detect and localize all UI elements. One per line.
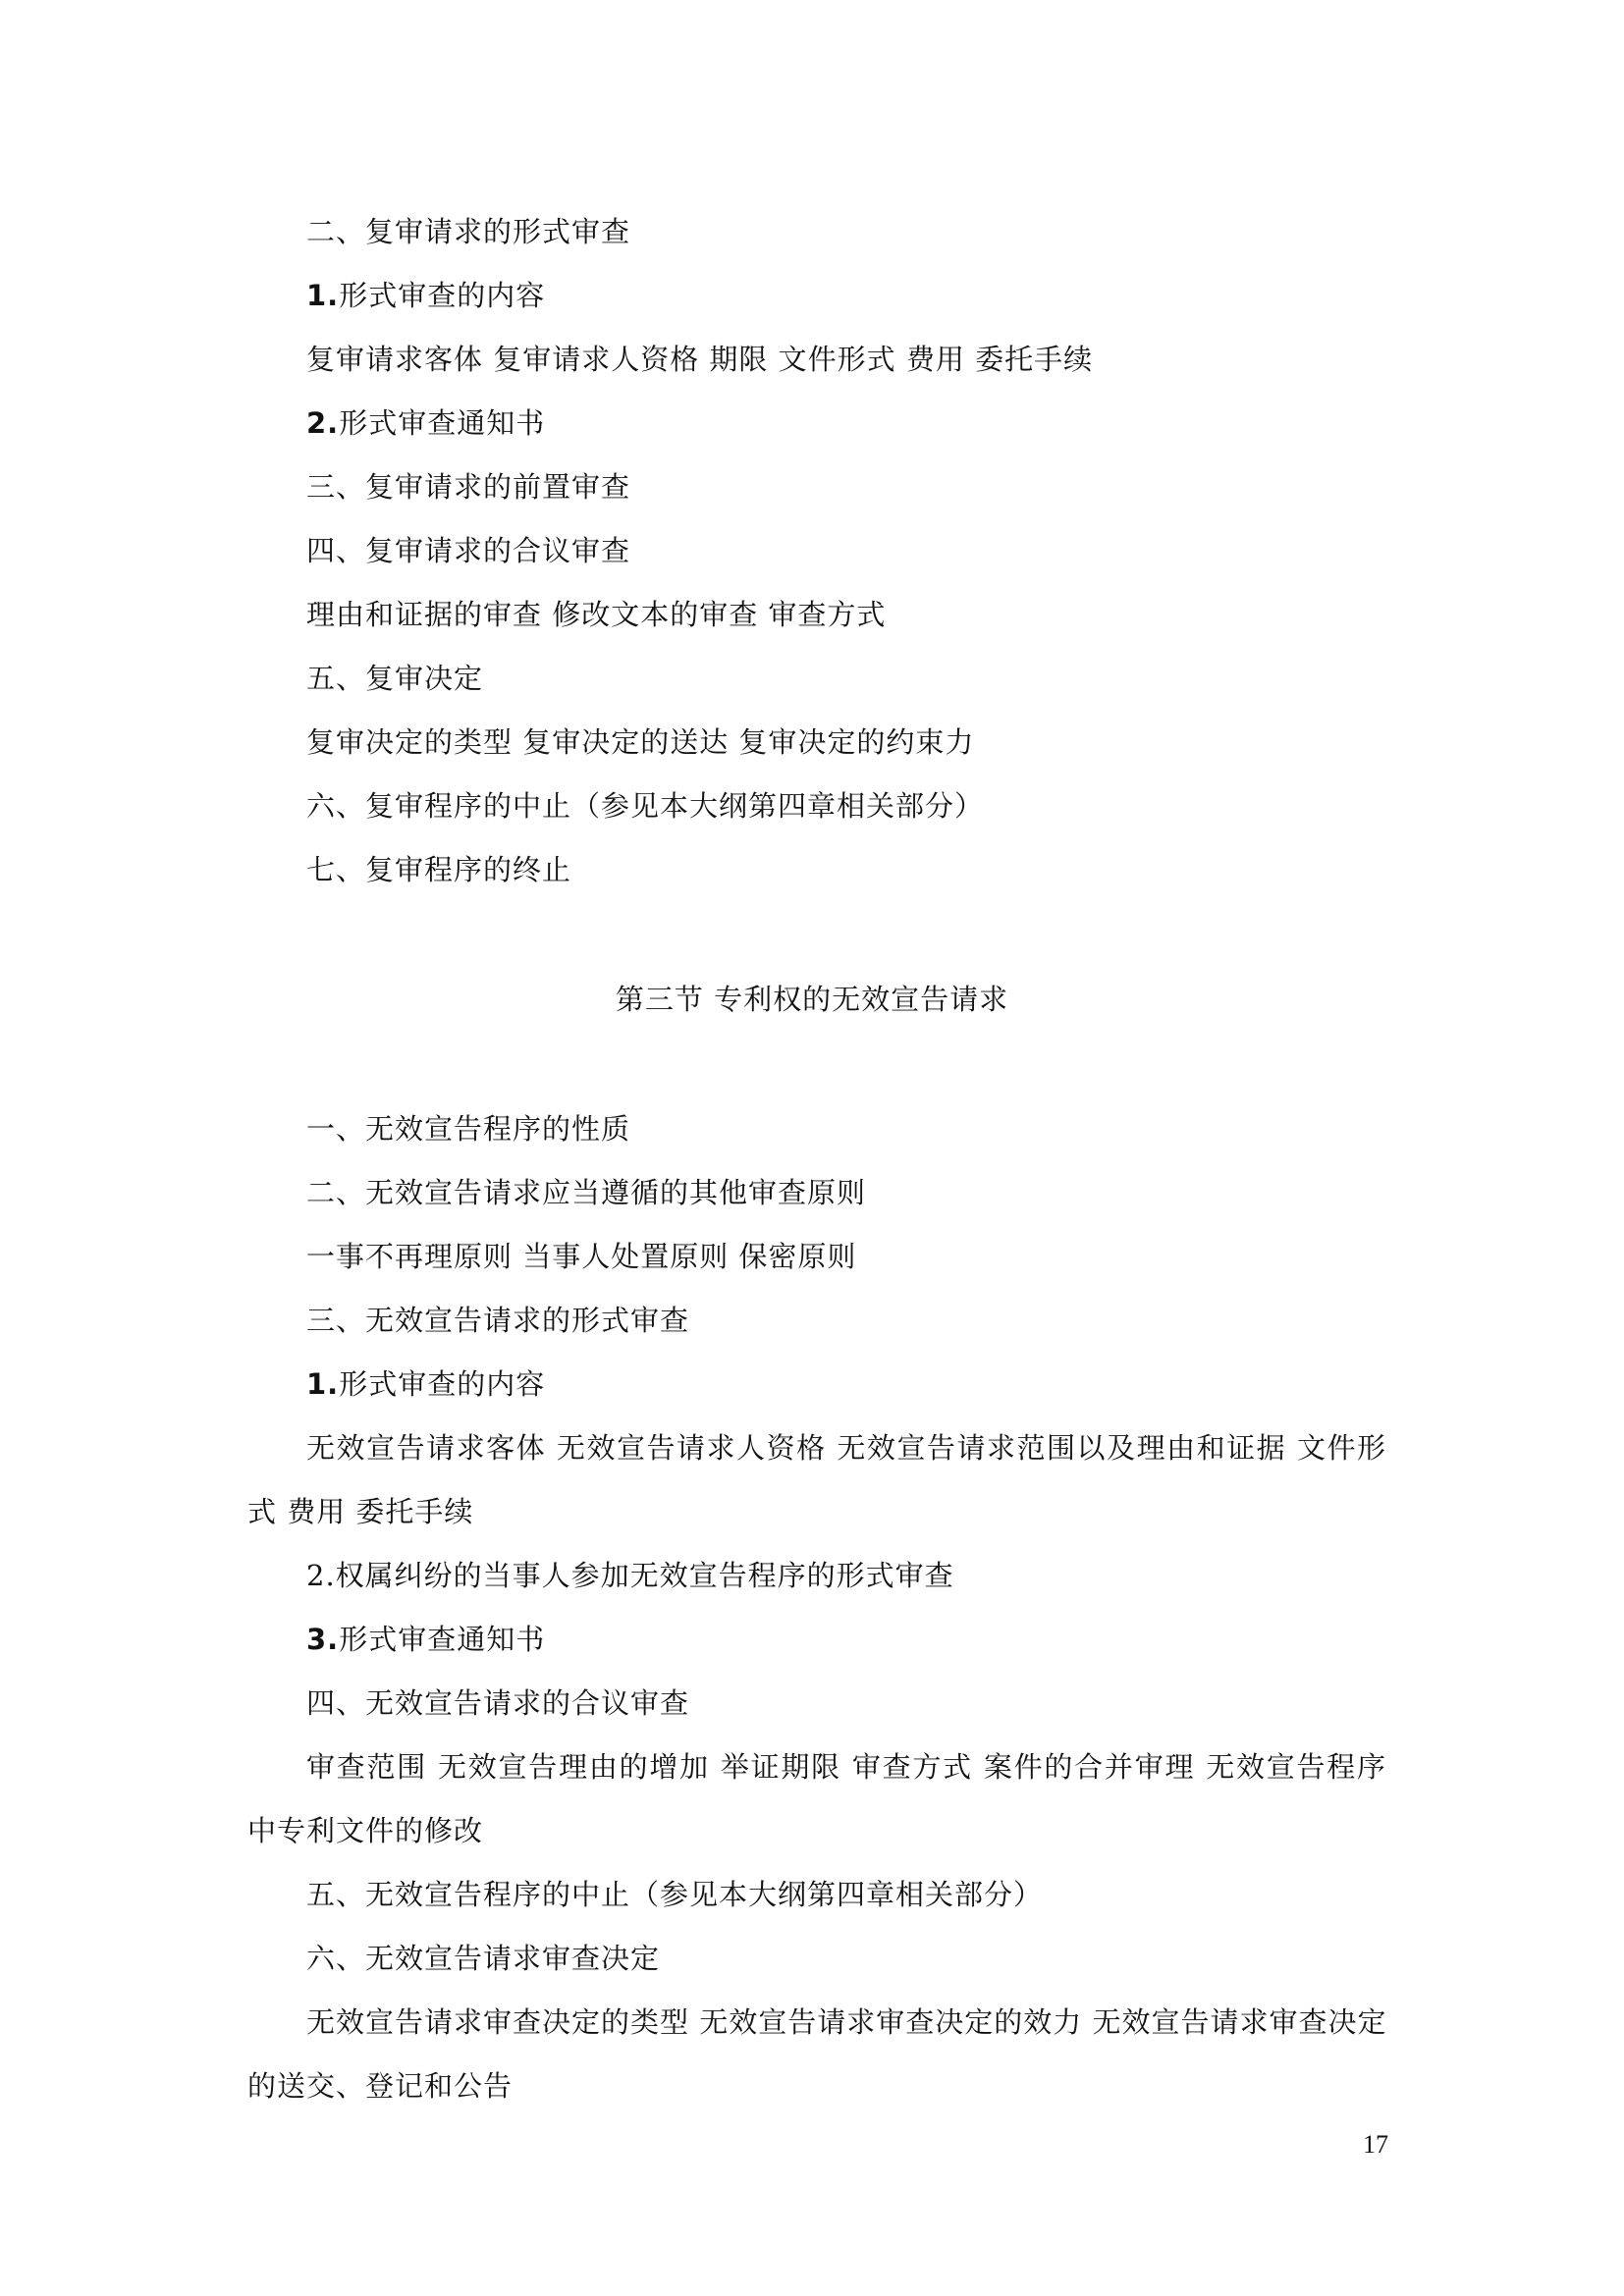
heading-other-principles: 二、无效宣告请求应当遵循的其他审查原则: [306, 1176, 867, 1209]
heading-invalidation-nature: 一、无效宣告程序的性质: [306, 1112, 631, 1146]
heading-formal-review: 二、复审请求的形式审查: [306, 215, 631, 248]
heading-pre-examination: 三、复审请求的前置审查: [306, 470, 631, 504]
heading-review-decision: 五、复审决定: [306, 662, 484, 695]
subheading-invalidation-formal-content: 1.形式审查的内容: [306, 1367, 546, 1401]
subheading-invalidation-formal-notice: 3.形式审查通知书: [306, 1623, 546, 1656]
subheading-ownership-dispute: 2.权属纠纷的当事人参加无效宣告程序的形式审查: [306, 1559, 954, 1592]
heading-invalidation-decision: 六、无效宣告请求审查决定: [306, 1942, 661, 1975]
text-invalidation-decision-items: 无效宣告请求审查决定的类型 无效宣告请求审查决定的效力 无效宣告请求审查决定: [306, 2005, 1387, 2039]
subheading-formal-review-notice: 2.形式审查通知书: [306, 406, 546, 440]
heading-review-termination: 七、复审程序的终止: [306, 853, 572, 886]
text-principles-items: 一事不再理原则 当事人处置原则 保密原则: [306, 1240, 857, 1273]
heading-invalidation-collegial-review: 四、无效宣告请求的合议审查: [306, 1686, 690, 1720]
text-invalidation-formal-items-cont: 式 费用 委托手续: [247, 1495, 474, 1528]
page-number: 17: [1363, 2130, 1388, 2159]
text-review-decision-items: 复审决定的类型 复审决定的送达 复审决定的约束力: [306, 725, 975, 759]
text-formal-review-items: 复审请求客体 复审请求人资格 期限 文件形式 费用 委托手续: [306, 343, 1094, 376]
text-invalidation-decision-items-cont: 的送交、登记和公告: [247, 2069, 514, 2103]
text-collegial-review-items: 理由和证据的审查 修改文本的审查 审查方式: [306, 598, 887, 631]
text-invalidation-formal-items: 无效宣告请求客体 无效宣告请求人资格 无效宣告请求范围以及理由和证据 文件形: [306, 1431, 1386, 1465]
heading-collegial-review: 四、复审请求的合议审查: [306, 534, 631, 567]
subheading-formal-review-content: 1.形式审查的内容: [306, 279, 546, 312]
heading-review-suspension: 六、复审程序的中止（参见本大纲第四章相关部分）: [306, 789, 985, 823]
section-heading: 第三节 专利权的无效宣告请求: [615, 983, 1009, 1016]
heading-invalidation-suspension: 五、无效宣告程序的中止（参见本大纲第四章相关部分）: [306, 1878, 1044, 1911]
heading-invalidation-formal-review: 三、无效宣告请求的形式审查: [306, 1304, 690, 1337]
text-invalidation-collegial-items: 审查范围 无效宣告理由的增加 举证期限 审查方式 案件的合并审理 无效宣告程序: [306, 1750, 1386, 1784]
text-invalidation-collegial-items-cont: 中专利文件的修改: [247, 1814, 484, 1847]
